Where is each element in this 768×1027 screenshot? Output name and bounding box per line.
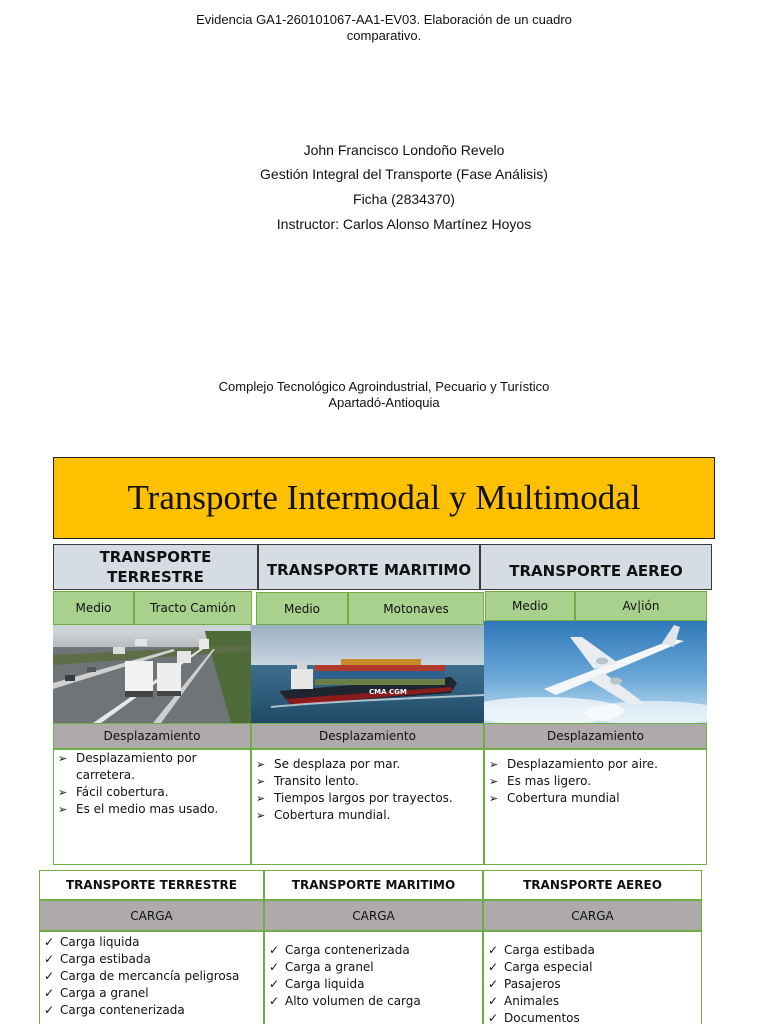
check-icon: ✓ — [488, 1011, 499, 1025]
medio-value-maritimo: Motonaves — [348, 592, 484, 625]
medio-label-maritimo: Medio — [256, 592, 348, 625]
check-icon: ✓ — [488, 994, 499, 1008]
check-icon: ✓ — [44, 952, 55, 966]
carga-cell-maritimo — [264, 931, 483, 1024]
list-item: ✓ Carga contenerizada — [269, 943, 410, 957]
medio-value-aereo: Av|ión — [575, 591, 707, 621]
list-item: ✓ Carga liquida — [44, 935, 140, 949]
carga-cell-terrestre — [39, 931, 264, 1024]
list-item: ➢ Desplazamiento por carretera. — [58, 751, 197, 782]
check-icon: ✓ — [488, 977, 499, 991]
check-icon: ✓ — [269, 943, 280, 957]
desplazamiento-cell-aereo — [484, 749, 707, 865]
airplane-photo — [484, 621, 707, 723]
arrow-bullet-icon: ➢ — [58, 803, 68, 816]
list-item: ➢ Desplazamiento por aire. — [489, 757, 658, 771]
medio-label-terrestre: Medio — [53, 591, 134, 625]
section-desplazamiento-aereo: Desplazamiento — [484, 723, 707, 749]
document-header-line-1: Evidencia GA1-260101067-AA1-EV03. Elaboración de un cuadro — [196, 12, 572, 27]
list-item: ✓ Carga de mercancía peligrosa — [44, 969, 240, 983]
list-item: ✓ Carga a granel — [44, 986, 149, 1000]
medio-value-terrestre: Tracto Camión — [134, 591, 252, 625]
institution-location: Apartadó-Antioquia — [328, 395, 440, 410]
check-icon: ✓ — [44, 1003, 55, 1017]
column-heading-terrestre: TRANSPORTE TERRESTRE — [53, 544, 258, 590]
list-item: ✓ Carga estibada — [488, 943, 595, 957]
medio-label-aereo: Medio — [485, 591, 575, 621]
check-icon: ✓ — [44, 986, 55, 1000]
arrow-bullet-icon: ➢ — [256, 775, 266, 788]
check-icon: ✓ — [44, 935, 55, 949]
list-item: ✓ Carga especial — [488, 960, 593, 974]
list-item: ✓ Carga contenerizada — [44, 1003, 185, 1017]
arrow-bullet-icon: ➢ — [256, 758, 266, 771]
arrow-bullet-icon: ➢ — [58, 786, 68, 799]
arrow-bullet-icon: ➢ — [489, 775, 499, 788]
container-ship-photo — [251, 625, 484, 723]
check-icon: ✓ — [269, 994, 280, 1008]
carga-cell-aereo — [483, 931, 702, 1024]
check-icon: ✓ — [44, 969, 55, 983]
list-item: ➢ Fácil cobertura. — [58, 785, 169, 799]
desplazamiento-cell-terrestre — [53, 749, 251, 865]
column-heading-aereo: TRANSPORTE AEREO — [480, 544, 712, 590]
list-item: ✓ Animales — [488, 994, 560, 1008]
list-item: ✓ Carga estibada — [44, 952, 151, 966]
arrow-bullet-icon: ➢ — [489, 758, 499, 771]
list-item: ➢ Cobertura mundial. — [256, 808, 391, 822]
list-item: ➢ Se desplaza por mar. — [256, 757, 401, 771]
check-icon: ✓ — [488, 943, 499, 957]
arrow-bullet-icon: ➢ — [256, 809, 266, 822]
svg-text:CMA CGM: CMA CGM — [369, 688, 407, 696]
list-item: ✓ Documentos — [488, 1011, 580, 1025]
table-title-band — [53, 457, 715, 539]
list-item: ✓ Carga liquida — [269, 977, 365, 991]
arrow-bullet-icon: ➢ — [58, 752, 68, 765]
document-header-line-2: comparativo. — [346, 28, 422, 43]
check-icon: ✓ — [269, 977, 280, 991]
carga-section-maritimo: CARGA — [264, 900, 483, 931]
carga-section-aereo: CARGA — [483, 900, 702, 931]
carga-heading-maritimo: TRANSPORTE MARITIMO — [264, 870, 483, 900]
desplazamiento-cell-maritimo — [251, 749, 484, 865]
list-item: ✓ Alto volumen de carga — [269, 994, 421, 1008]
carga-heading-aereo: TRANSPORTE AEREO — [483, 870, 702, 900]
section-desplazamiento-terrestre: Desplazamiento — [53, 723, 251, 749]
ficha-number: Ficha (2834370) — [353, 191, 455, 207]
table-title: Transporte Intermodal y Multimodal — [127, 478, 641, 517]
carga-section-terrestre: CARGA — [39, 900, 264, 931]
list-item: ➢ Tiempos largos por trayectos. — [256, 791, 453, 805]
arrow-bullet-icon: ➢ — [256, 792, 266, 805]
institution-name: Complejo Tecnológico Agroindustrial, Pecuario y Turístico — [218, 379, 550, 394]
column-heading-maritimo: TRANSPORTE MARITIMO — [258, 544, 480, 590]
list-item: ➢ Es el medio mas usado. — [58, 802, 219, 816]
list-item: ➢ Cobertura mundial — [489, 791, 620, 805]
student-name: John Francisco Londoño Revelo — [303, 142, 505, 158]
list-item: ➢ Es mas ligero. — [489, 774, 592, 788]
check-icon: ✓ — [488, 960, 499, 974]
list-item: ✓ Pasajeros — [488, 977, 561, 991]
instructor-name: Instructor: Carlos Alonso Martínez Hoyos — [276, 216, 532, 232]
section-desplazamiento-maritimo: Desplazamiento — [251, 723, 484, 749]
carga-heading-terrestre: TRANSPORTE TERRESTRE — [39, 870, 264, 900]
list-item: ➢ Transito lento. — [256, 774, 359, 788]
list-item: ✓ Carga a granel — [269, 960, 374, 974]
arrow-bullet-icon: ➢ — [489, 792, 499, 805]
check-icon: ✓ — [269, 960, 280, 974]
highway-trucks-photo — [53, 625, 251, 723]
program-name: Gestión Integral del Transporte (Fase Análisis) — [260, 166, 548, 182]
